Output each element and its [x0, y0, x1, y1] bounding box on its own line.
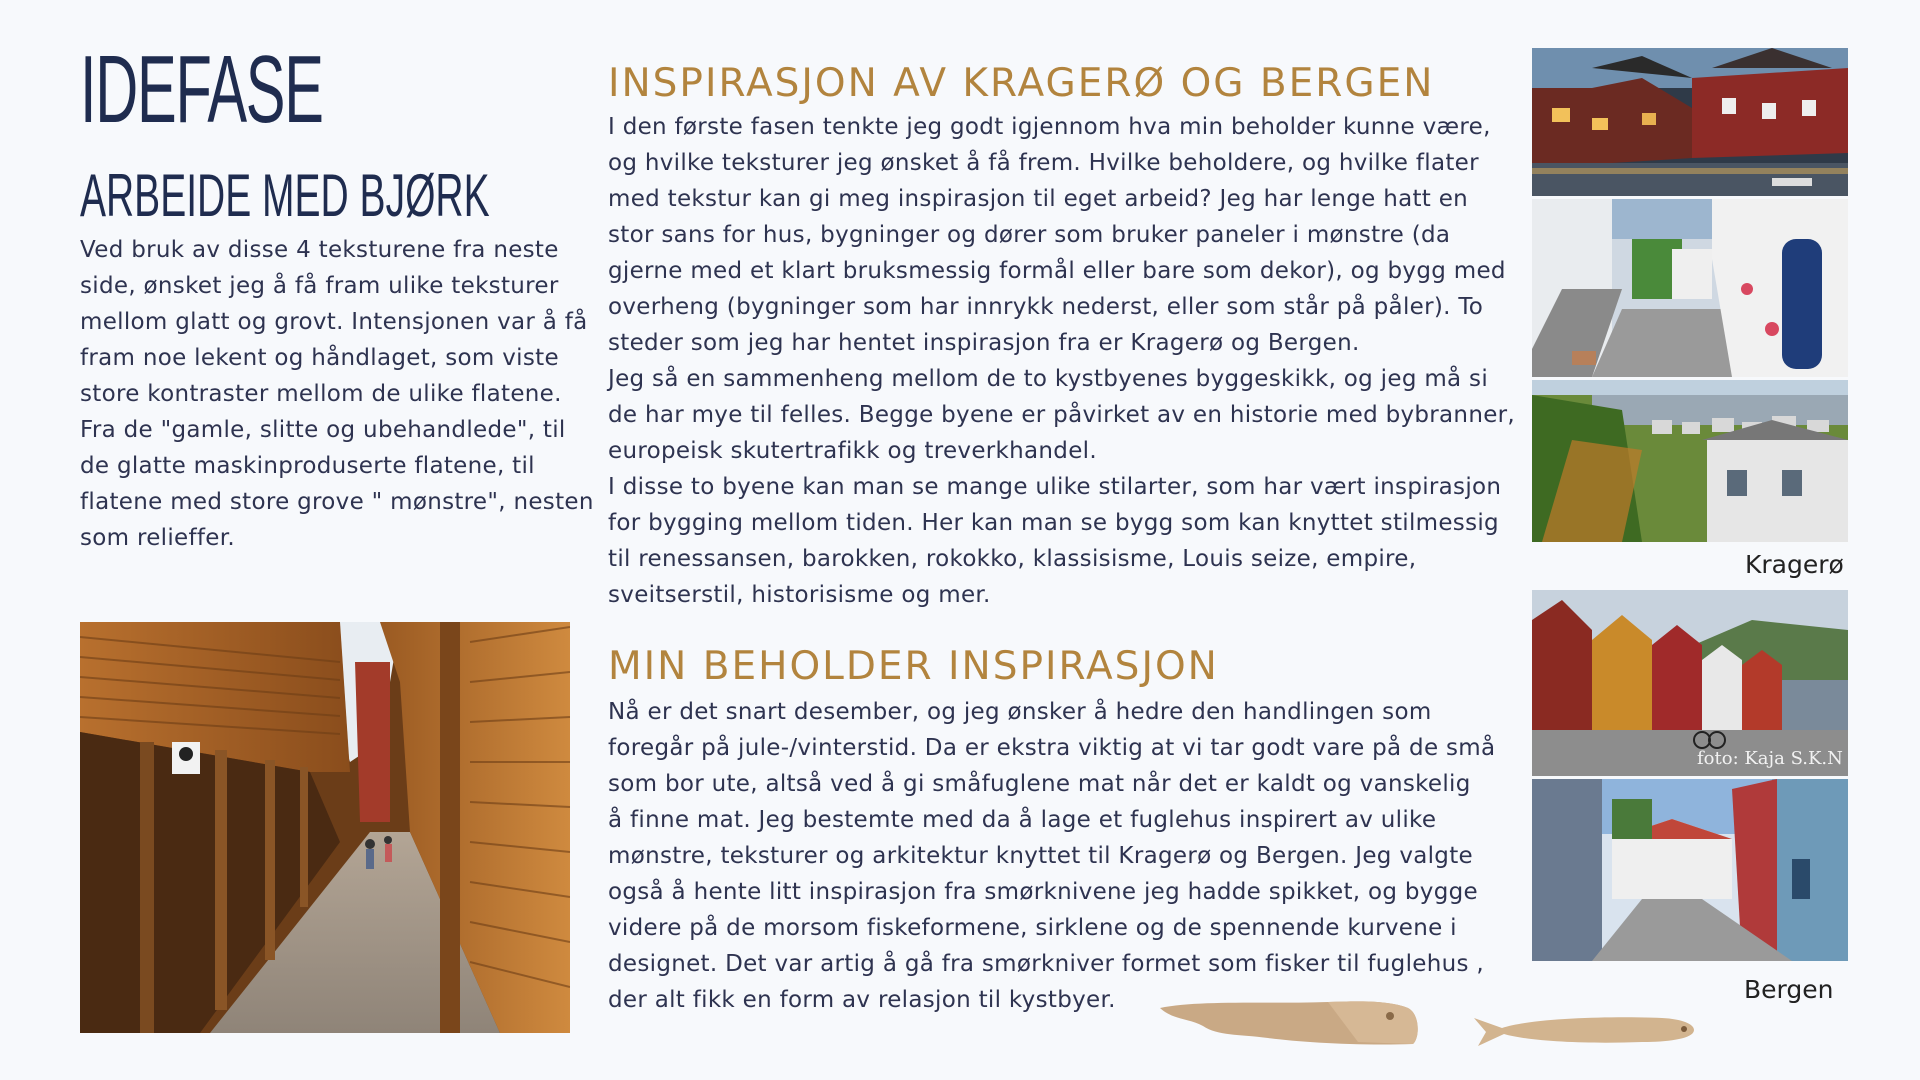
butter-knife-fish-2 — [1472, 1012, 1697, 1048]
bryggen-alley-photo — [80, 622, 570, 1033]
kragero-caption: Kragerø — [1745, 550, 1844, 579]
inspiration-paragraph-2: Jeg så en sammenheng mellom de to kystbyenes byggeskikk, og jeg må si de har mye til felles. Begge byene er påvirket av en historie med bybranner, europeisk skutertrafikk og treverkhandel. — [608, 366, 1516, 464]
butter-knife-fish-1 — [1158, 998, 1423, 1048]
inspiration-paragraph-1: I den første fasen tenkte jeg godt igjennom hva min beholder kunne være, og hvilke teksturer jeg ønsket å få frem. Hvilke beholdere, og hvilke flater med tekstur kan gi meg inspirasjon til eget arbeid? Jeg har lenge hatt en stor sans for hus, bygninger og dører som bruker paneler i mønstre (da gjerne med et klart bruksmessig formål eller bare som dekor), og bygg med overheng (bygninger som har innrykk nederst, eller som står på påler). To steder som jeg har hentet inspirasjon fra er Kragerø og Bergen. — [608, 114, 1506, 356]
page-subtitle: ARBEIDE MED BJØRK — [80, 162, 490, 229]
container-paragraph-2: å finne mat. Jeg bestemte med da å lage et fuglehus inspirert av ulike mønstre, teksturer og arkitektur knyttet til Kragerø og Bergen. Jeg valgte også å hente litt inspirasjon fra smørknivene jeg hadde spikket, og bygge videre på de morsom fiskeformene, sirklene og de spennende kurvene i designet. Det var artig å gå fra smørkniver formet som fisker til fuglehus , der alt fikk en form av relasjon til kystbyer. — [608, 807, 1484, 1013]
photo-credit: foto: Kaja S.K.N — [1697, 748, 1843, 769]
left-paragraph-2: Fra de "gamle, slitte og ubehandlede", til de glatte maskinproduserte flatene, til flatene med store grove " mønstre", nesten som relieffer. — [80, 417, 594, 551]
inspiration-paragraph-3: I disse to byene kan man se mange ulike stilarter, som har vært inspirasjon for bygging mellom tiden. Her kan man se bygg som kan knyttet stilmessig til renessansen, barokken, rokokko, klassisisme, Louis seize, empire, sveitserstil, historisisme og mer. — [608, 474, 1502, 608]
kragero-street-photo — [1532, 199, 1848, 377]
inspiration-heading: INSPIRASJON AV KRAGERØ OG BERGEN — [608, 61, 1435, 106]
left-paragraph-1: Ved bruk av disse 4 teksturene fra neste side, ønsket jeg å få fram ulike teksturer mellom glatt og grovt. Intensjonen var å få fram noe lekent og håndlaget, som viste store kontraster mellom de ulike flatene. — [80, 237, 588, 407]
bergen-street-photo — [1532, 779, 1848, 961]
inspiration-text — [608, 109, 1518, 613]
kragero-overview-photo — [1532, 380, 1848, 542]
kragero-harbor-photo — [1532, 48, 1848, 196]
container-heading: MIN BEHOLDER INSPIRASJON — [608, 644, 1219, 689]
left-intro-text — [80, 232, 600, 556]
container-paragraph-1: Nå er det snart desember, og jeg ønsker å hedre den handlingen som foregår på jule-/vinterstid. Da er ekstra viktig at vi tar godt vare på de små som bor ute, altså ved å gi småfuglene mat når det er kaldt og vanskelig — [608, 699, 1496, 797]
container-text — [608, 694, 1518, 1018]
bergen-caption: Bergen — [1744, 975, 1834, 1004]
page-title: IDEFASE — [80, 36, 323, 143]
